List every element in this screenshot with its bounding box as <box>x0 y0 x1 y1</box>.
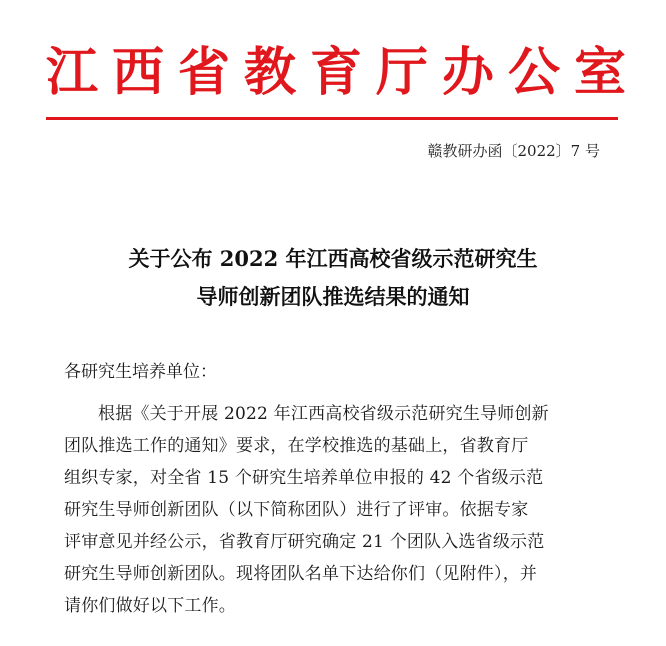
masthead-title: 江西省教育厅办公室 <box>46 42 641 103</box>
body-line: 请你们做好以下工作。 <box>64 596 236 616</box>
body-line: 研究生导师创新团队。现将团队名单下达给你们（见附件），并 <box>64 564 538 584</box>
body-line: 组织专家，对全省 15 个研究生培养单位申报的 42 个省级示范 <box>64 468 544 488</box>
body-line: 研究生导师创新团队（以下简称团队）进行了评审。依据专家 <box>64 500 529 520</box>
notice-title-line-1: 关于公布 2022 年江西高校省级示范研究生 <box>128 246 538 271</box>
body-line: 评审意见并经公示，省教育厅研究确定 21 个团队入选省级示范 <box>64 532 545 552</box>
body-line: 团队推选工作的通知》要求，在学校推选的基础上，省教育厅 <box>64 436 529 456</box>
notice-title-line-2: 导师创新团队推选结果的通知 <box>196 284 470 309</box>
document-number: 赣教研办函〔2022〕7 号 <box>427 142 600 160</box>
red-divider-line <box>46 117 618 120</box>
body-line: 根据《关于开展 2022 年江西高校省级示范研究生导师创新 <box>98 404 549 424</box>
body-paragraph <box>64 398 616 622</box>
notice-title <box>40 240 626 316</box>
salutation: 各研究生培养单位： <box>64 362 217 382</box>
